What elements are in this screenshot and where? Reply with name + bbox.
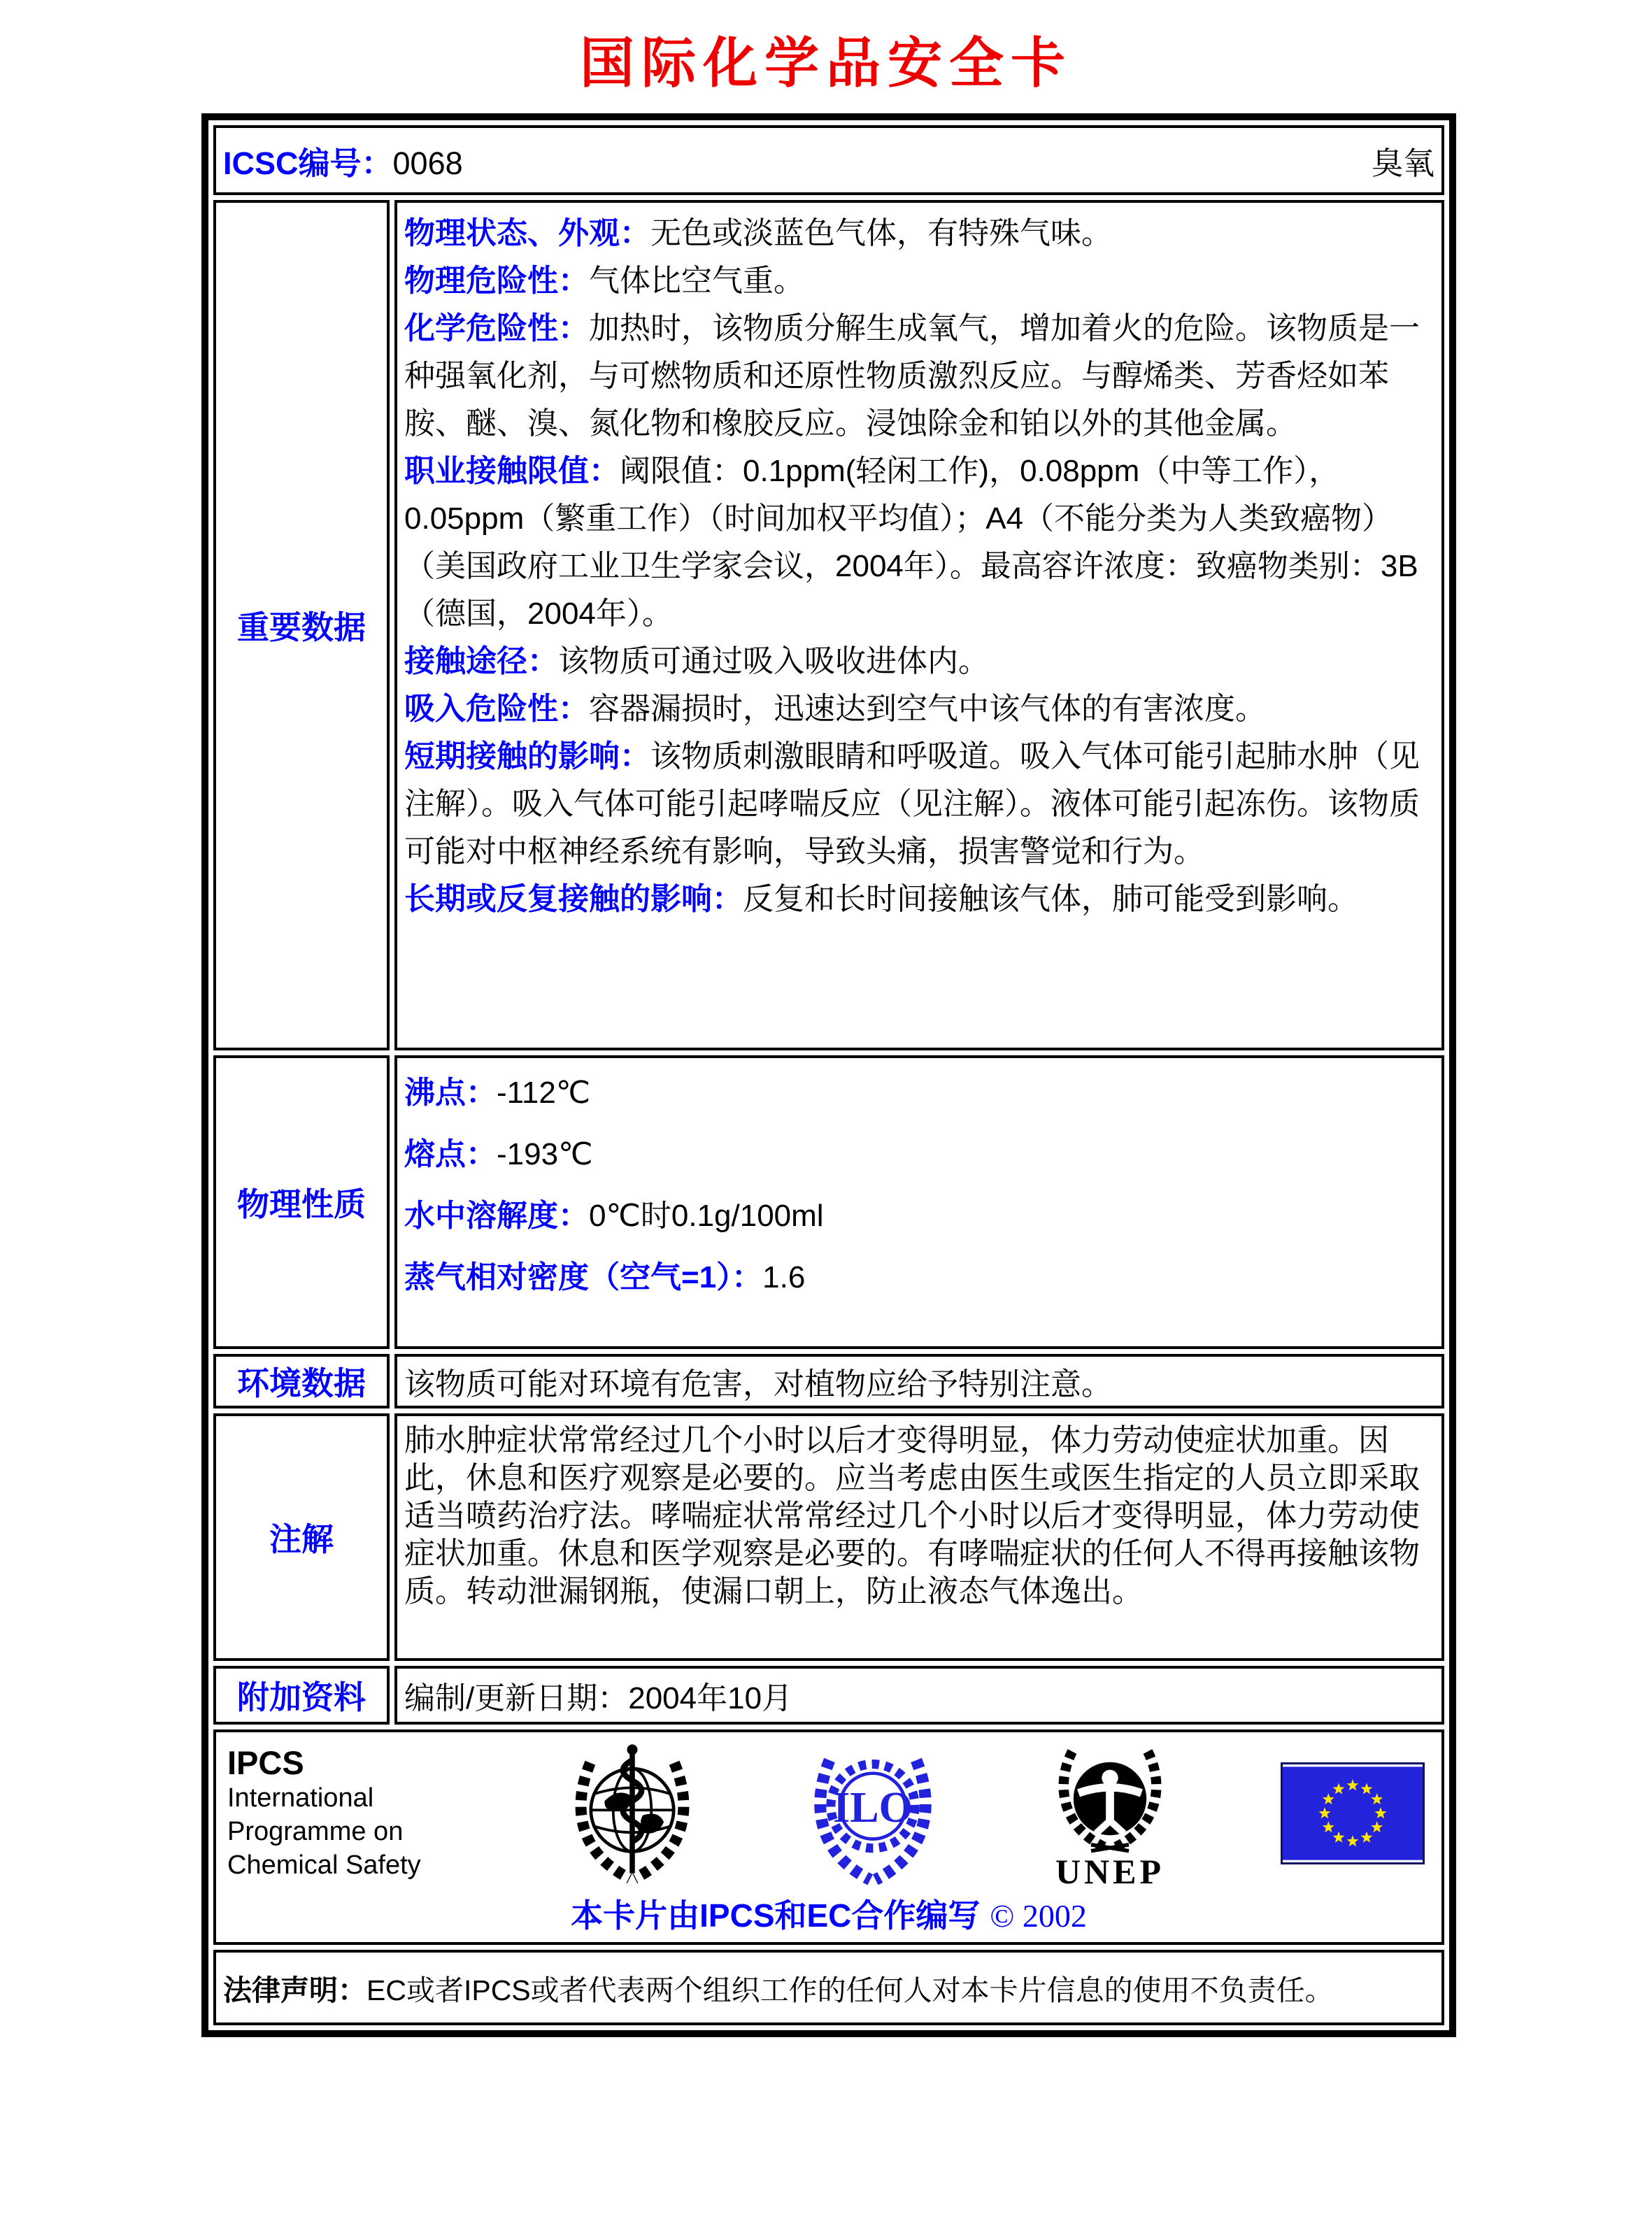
physical-properties-row xyxy=(213,1055,1444,1349)
physical-properties-content xyxy=(394,1055,1444,1349)
environmental-data-row xyxy=(213,1354,1444,1408)
notes-row xyxy=(213,1413,1444,1661)
header-cell xyxy=(213,125,1444,195)
legal-cell xyxy=(213,1950,1444,2025)
important-data-label: 重要数据 xyxy=(213,200,390,1050)
icsc-number-group xyxy=(223,138,463,183)
credit-text: 本卡片由IPCS和EC合作编写 xyxy=(571,1897,981,1934)
icsc-number-value: 0068 xyxy=(392,145,463,181)
icsc-table xyxy=(201,113,1456,2037)
copyright-text: © 2002 xyxy=(990,1898,1087,1934)
important-item: 物理危险性：气体比空气重。 xyxy=(404,264,804,298)
footer-row xyxy=(213,1729,1444,1945)
ipcs-subtitle-line: International xyxy=(227,1783,374,1813)
chemical-name: 臭氧 xyxy=(1371,145,1434,181)
unep-logo-text: UNEP xyxy=(1055,1852,1165,1891)
ipcs-text-block xyxy=(227,1745,458,1882)
legal-row xyxy=(213,1950,1444,2025)
ipcs-subtitle-line: Chemical Safety xyxy=(227,1850,421,1880)
notes-label: 注解 xyxy=(213,1413,390,1661)
phys-item: 沸点：-112℃ xyxy=(404,1076,591,1110)
important-item: 物理状态、外观：无色或淡蓝色气体，有特殊气味。 xyxy=(404,216,1112,250)
additional-info-content: 编制/更新日期：2004年10月 xyxy=(394,1666,1444,1725)
unep-logo-icon xyxy=(1047,1739,1173,1891)
important-data-content xyxy=(394,200,1444,1050)
ipcs-subtitle-line: Programme on xyxy=(227,1817,404,1846)
header-row xyxy=(213,125,1444,195)
additional-info-row xyxy=(213,1666,1444,1725)
legal-label: 法律声明： xyxy=(223,1974,366,2006)
environmental-data-content: 该物质可能对环境有危害，对植物应给予特别注意。 xyxy=(394,1354,1444,1408)
page-title: 国际化学品安全卡 xyxy=(579,32,1072,94)
notes-content: 肺水肿症状常常经过几个小时以后才变得明显，体力劳动使症状加重。因此，休息和医疗观察是必要的。应当考虑由医生或医生指定的人员立即采取适当喷药治疗法。哮喘症状常常经过几个小时以后才变得明显，体力劳动使症状加重。休息和医学观察是必要的。有哮喘症状的任何人不得再接触该物质。转动泄漏钢瓶，使漏口朝上，防止液态气体逸出。 xyxy=(394,1413,1444,1661)
important-item: 吸入危险性：容器漏损时，迅速达到空气中该气体的有害浓度。 xyxy=(404,692,1266,726)
footer-cell xyxy=(213,1729,1444,1945)
phys-item: 蒸气相对密度（空气=1）：1.6 xyxy=(404,1260,806,1294)
additional-info-label: 附加资料 xyxy=(213,1666,390,1725)
who-logo-icon xyxy=(566,1738,699,1889)
important-item: 化学危险性：加热时，该物质分解生成氧气，增加着火的危险。该物质是一种强氧化剂，与可燃物质和还原性物质激烈反应。与醇烯类、芳香烃如苯胺、醚、溴、氮化物和橡胶反应。浸蚀除金和铂以外的其他金属。 xyxy=(404,311,1420,441)
ilo-logo-text: ILO xyxy=(833,1784,913,1832)
phys-item: 熔点：-193℃ xyxy=(404,1137,593,1171)
important-item: 接触途径：该物质可通过吸入吸收进体内。 xyxy=(404,644,989,678)
environmental-data-label: 环境数据 xyxy=(213,1354,390,1408)
ipcs-title: IPCS xyxy=(227,1744,304,1781)
ilo-logo-icon xyxy=(806,1738,939,1889)
legal-text: EC或者IPCS或者代表两个组织工作的任何人对本卡片信息的使用不负责任。 xyxy=(366,1974,1334,2006)
physical-properties-label: 物理性质 xyxy=(213,1055,390,1349)
important-item: 长期或反复接触的影响：反复和长时间接触该气体，肺可能受到影响。 xyxy=(404,882,1358,916)
important-item: 职业接触限值：阈限值：0.1ppm(轻闲工作)，0.08ppm（中等工作），0.05ppm（繁重工作）（时间加权平均值）；A4（不能分类为人类致癌物）（美国政府工业卫生学家会议，2004年）。最高容许浓度：致癌物类别：3B（德国，2004年）。 xyxy=(404,454,1418,631)
important-data-row xyxy=(213,200,1444,1050)
important-item: 短期接触的影响：该物质刺激眼睛和呼吸道。吸入气体可能引起肺水肿（见注解）。吸入气体可能引起哮喘反应（见注解）。液体可能引起冻伤。该物质可能对中枢神经系统有影响，导致头痛，损害警觉和行为。 xyxy=(404,739,1420,869)
credit-line xyxy=(226,1890,1432,1936)
logos-row xyxy=(226,1738,1432,1889)
phys-item: 水中溶解度：0℃时0.1g/100ml xyxy=(404,1199,824,1233)
eu-flag-icon xyxy=(1281,1762,1425,1864)
icsc-number-label: ICSC编号： xyxy=(223,145,393,181)
